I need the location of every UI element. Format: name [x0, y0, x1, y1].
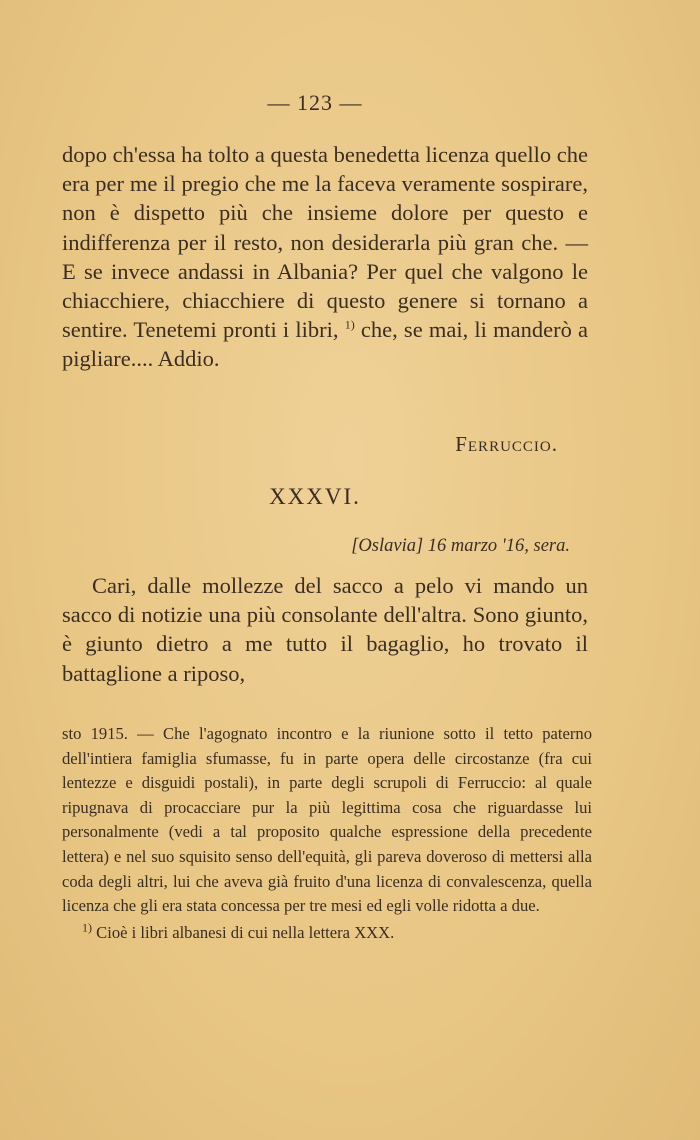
footnote-1-text: Cioè i libri albanesi di cui nella lettera XXX.	[96, 922, 395, 942]
paragraph-2-text: Cari, dalle mollezze del sacco a pelo vi mando un sacco di notizie una più consolante dell'altra. Sono giunto, è giunto dietro a me tutto il bagaglio, ho trovato il battaglione a riposo,	[62, 573, 588, 686]
page-number: — 123 —	[267, 90, 363, 115]
letter-heading: XXXVI.	[269, 484, 361, 509]
letter-dateline: [Oslavia] 16 marzo '16, sera.	[351, 536, 570, 556]
letter-body-continued	[62, 140, 588, 374]
letter-body	[62, 571, 588, 688]
footnote-reference: 1)	[344, 317, 355, 332]
signature: Ferruccio.	[455, 432, 558, 456]
footnote-1	[62, 921, 592, 946]
footnotes	[62, 722, 592, 945]
footnote-1-marker: 1)	[82, 920, 92, 935]
footnote-continued: sto 1915. — Che l'agognato incontro e la riunione sotto il tetto paterno dell'intiera famiglia sfumasse, fu in parte opera delle circostanze (fra cui lentezze e disguidi postali), in parte degli scrupoli di Ferruccio: al quale ripugnava di procacciare pur la più legittima cosa che riguardasse lui personalmente (vedi a tal proposito qualche espressione della precedente lettera) e nel suo squisito senso dell'equità, gli pareva doveroso di mettersi alla coda degli altri, lui che aveva già fruito d'una licenza di convalescenza, quella licenza che gli era stata concessa per tre mesi ed egli volle ridotta a due.	[62, 724, 592, 916]
paragraph-1-text: dopo ch'essa ha tolto a questa benedetta licenza quello che era per me il pregio che me la faceva veramente sospirare, non è dispetto più che insieme dolore per questo e indifferenza per il resto, non desiderarla più gran che. — E se invece andassi in Albania? Per quel che valgono le chiacchiere, chiacchiere di questo genere si tornano a sentire. Tenetemi pronti i libri,	[62, 142, 588, 343]
paragraph-text	[62, 140, 588, 374]
paragraph-1-end: che, se mai, li manderò a pigliare.... Addio.	[62, 317, 589, 372]
